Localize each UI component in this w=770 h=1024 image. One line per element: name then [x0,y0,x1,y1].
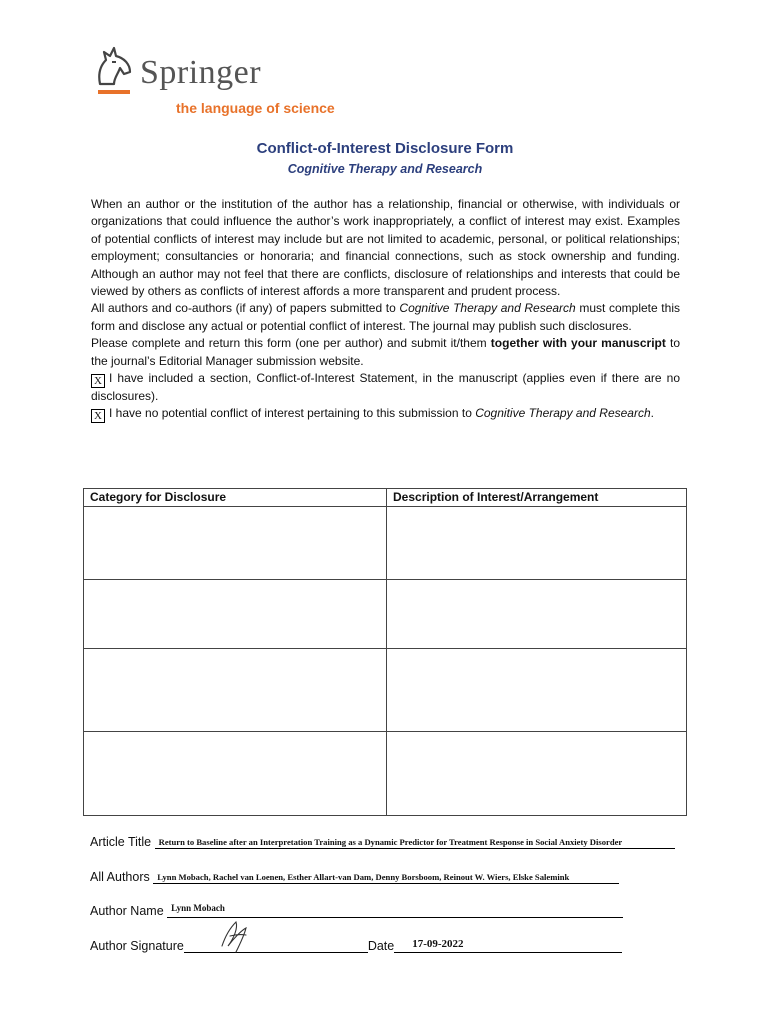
submission-paragraph: Please complete and return this form (one per author) and submit it/them together with your manuscript to the journal’s Editorial Manager submission website. [91,336,680,368]
author-name-field [90,903,623,918]
header-category: Category for Disclosure [84,489,387,507]
journal-name: Cognitive Therapy and Research [287,162,483,176]
all-authors-label: All Authors [90,870,154,884]
form-instructions [91,196,680,423]
logo-tagline: the language of science [176,100,335,116]
article-title-field [90,834,675,849]
logo-accent-bar [98,90,130,94]
author-name-label: Author Name [90,904,168,918]
springer-logo [92,44,362,122]
disclosure-table [83,488,687,816]
category-cell[interactable] [84,732,387,816]
date-value: 17-09-2022 [412,938,464,950]
header-description: Description of Interest/Arrangement [387,489,687,507]
all-authors-input[interactable] [153,869,619,884]
article-title-value: Return to Baseline after an Interpretation Training as a Dynamic Predictor for Treatment Response in Social Anxiety Disorder [158,837,623,847]
description-cell[interactable] [387,507,687,580]
author-signature-input[interactable] [184,938,368,953]
authors-paragraph: All authors and co-authors (if any) of papers submitted to Cognitive Therapy and Research must complete this form and disclose any actual or potential conflict of interest. The journal may publish such disclosures. [91,301,680,333]
table-row [84,732,687,816]
no-conflict-checkbox[interactable]: X [91,409,105,423]
form-title: Conflict-of-Interest Disclosure Form [256,140,514,157]
category-cell[interactable] [84,507,387,580]
horse-head-icon [92,44,136,90]
statement-checkbox[interactable]: X [91,374,105,388]
author-signature-label: Author Signature [90,939,184,953]
date-input[interactable] [394,938,622,953]
category-cell[interactable] [84,580,387,649]
description-cell[interactable] [387,649,687,732]
intro-paragraph: When an author or the institution of the author has a relationship, financial or otherwise, with individuals or organizations that could influence the author’s work inappropriately, a conflict of interest may exist. Examples of potential conflicts of interest may include but are not limited to academic, personal, or political relationships; employment; consultancies or honoraria; and financial connections, such as stock ownership and funding. Although an author may not feel that there are conflicts, disclosure of relationships and interests that could be viewed by others as conflicts of interest affords a more transparent and prudent process. [91,197,680,299]
checkbox-statement-included: X I have included a section, Conflict-of-Interest Statement, in the manuscript (applies even if there are no disclosures). [91,371,680,404]
description-cell[interactable] [387,732,687,816]
all-authors-value: Lynn Mobach, Rachel van Loenen, Esther Allart-van Dam, Denny Borsboom, Reinout W. Wiers, Elske Salemink [157,872,570,882]
table-row [84,507,687,580]
description-cell[interactable] [387,580,687,649]
article-title-label: Article Title [90,835,155,849]
author-name-value: Lynn Mobach [171,903,225,913]
article-title-input[interactable] [155,834,675,849]
signature-date-field [90,938,622,953]
logo-brand: Springer [140,54,262,91]
category-cell[interactable] [84,649,387,732]
handwritten-signature [214,916,254,956]
checkbox-no-conflict: X I have no potential conflict of interest pertaining to this submission to Cognitive Therapy and Research. [91,405,680,423]
table-row [84,580,687,649]
date-label: Date [367,939,395,953]
table-row [84,649,687,732]
table-header-row [84,489,687,507]
all-authors-field [90,869,619,884]
